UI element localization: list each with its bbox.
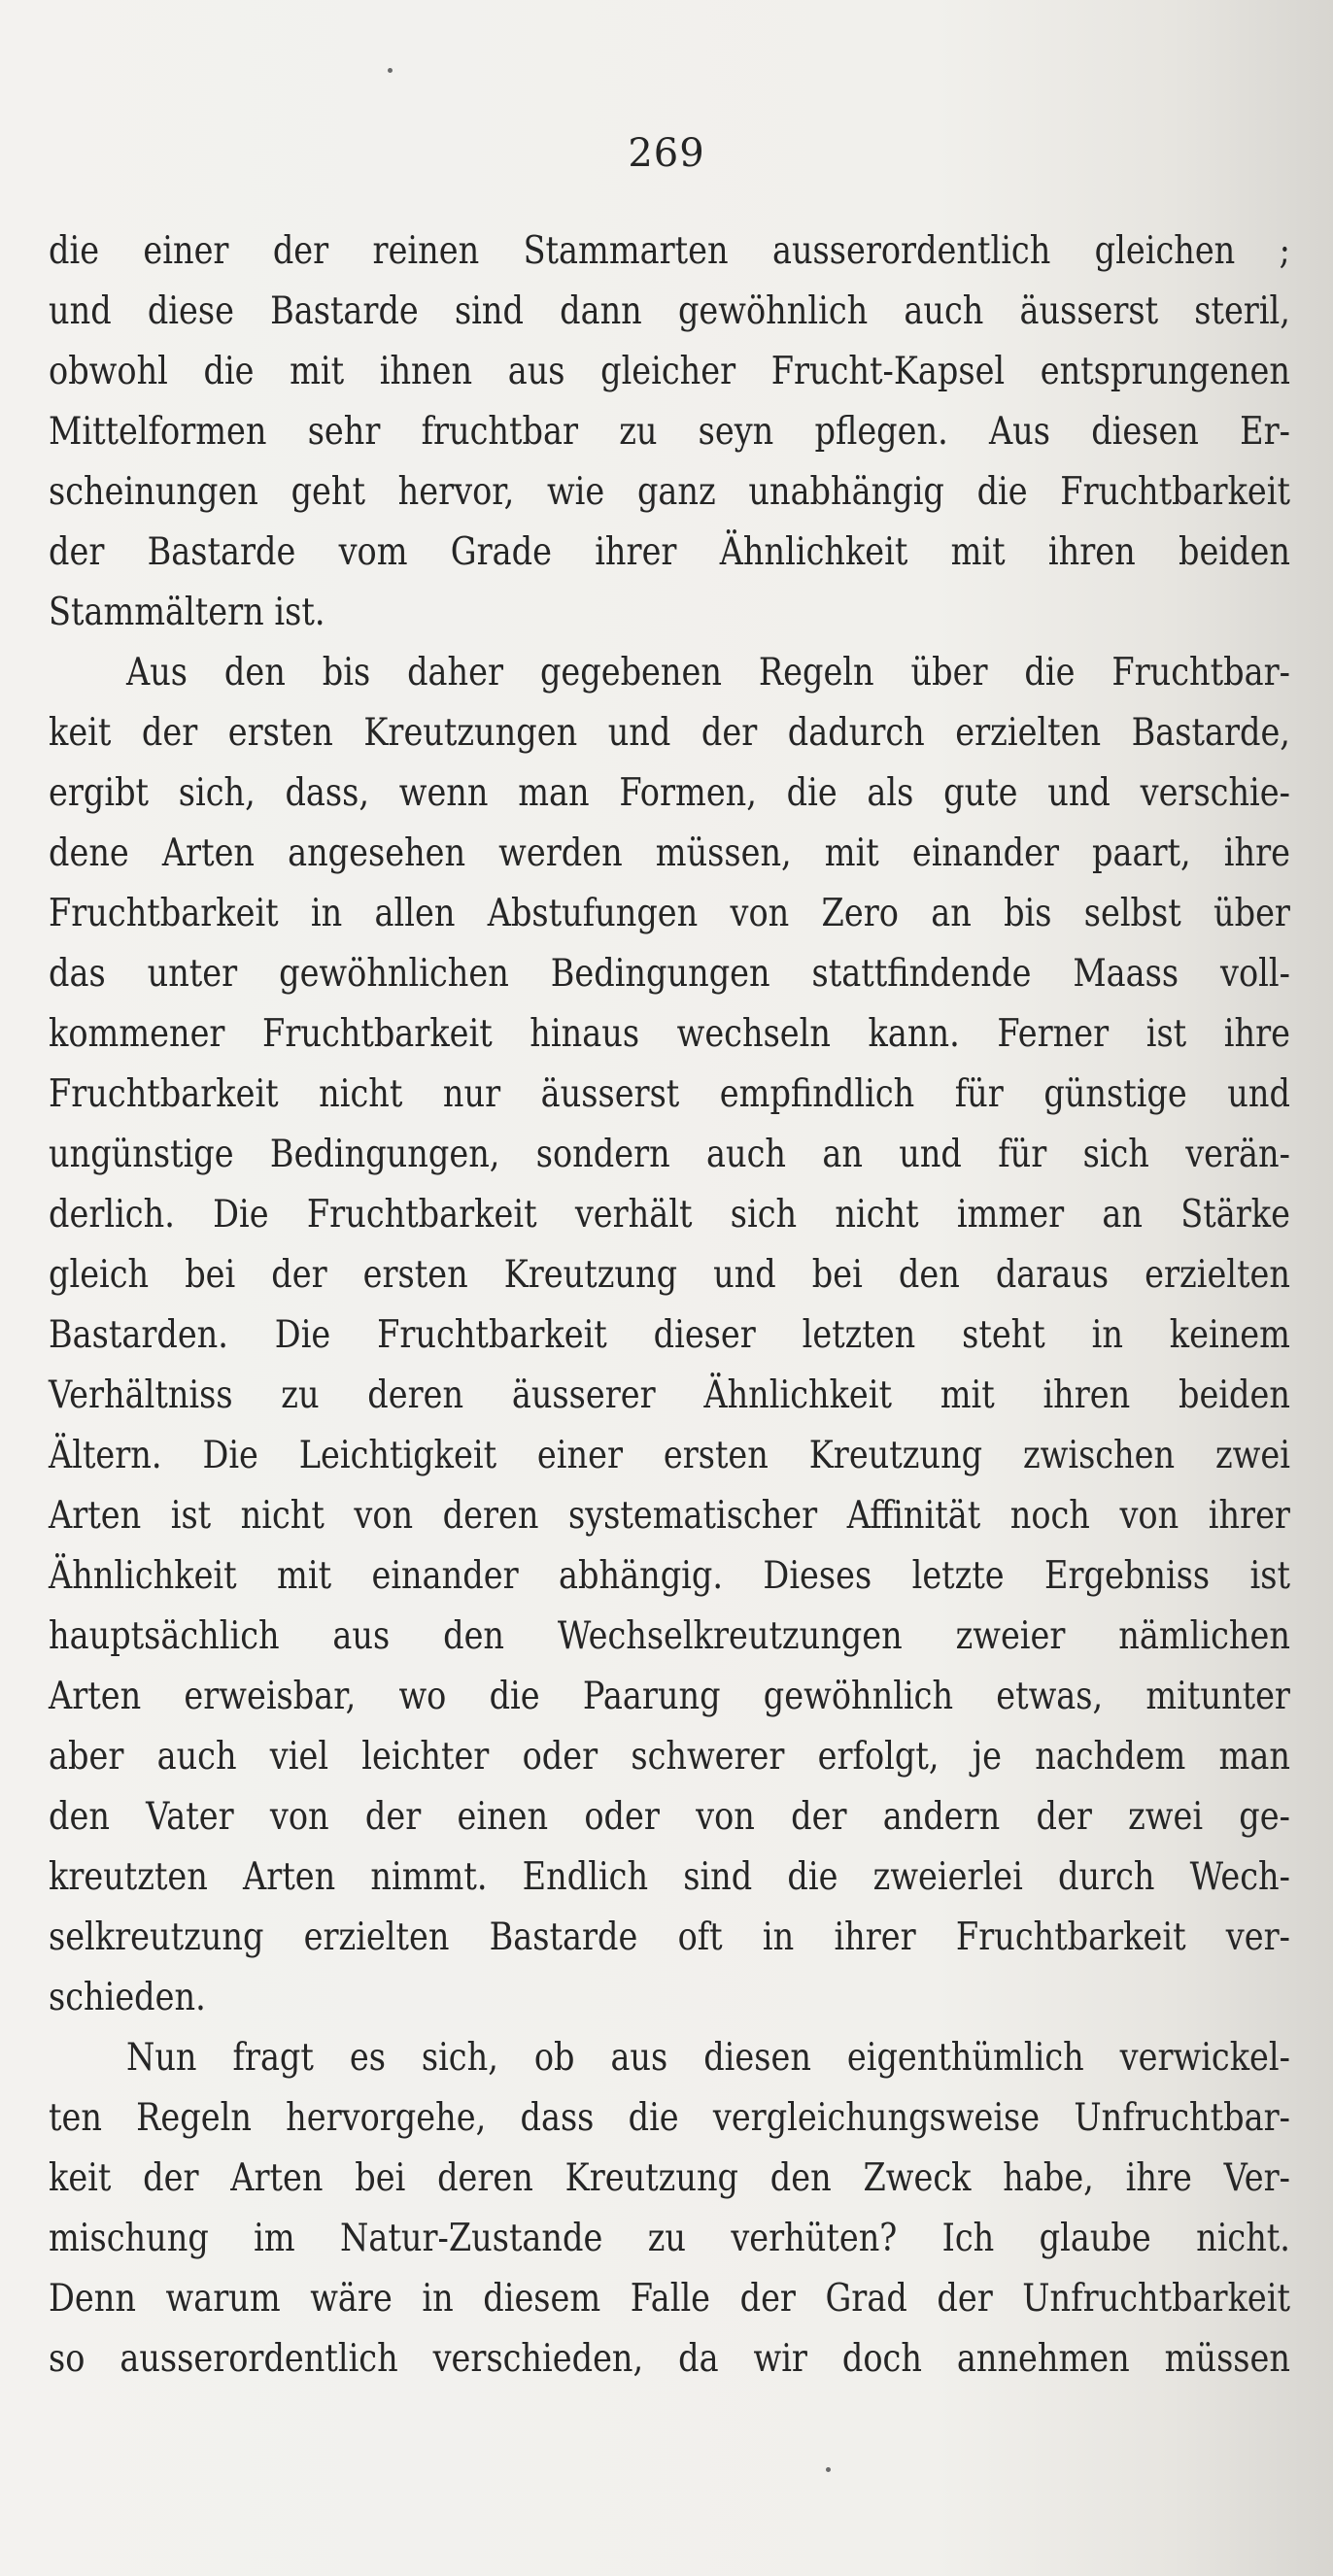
text-line: dene Arten angesehen werden müssen, mit einander paart, ihre xyxy=(49,831,1290,875)
text-line: Verhältniss zu deren äusserer Ähnlichkeit mit ihren beiden xyxy=(49,1373,1290,1417)
text-line: Arten ist nicht von deren systematischer Affinität noch von ihrer xyxy=(49,1494,1290,1538)
text-line: ungünstige Bedingungen, sondern auch an und für sich verän- xyxy=(49,1133,1290,1176)
text-line: hauptsächlich aus den Wechselkreutzungen zweier nämlichen xyxy=(49,1614,1290,1658)
text-line: ten Regeln hervorgehe, dass die vergleichungsweise Unfruchtbar- xyxy=(49,2096,1290,2140)
paper-speck-bottom xyxy=(826,2467,831,2472)
text-line: den Vater von der einen oder von der andern der zwei ge- xyxy=(49,1795,1290,1839)
text-line: Nun fragt es sich, ob aus diesen eigenthümlich verwickel- xyxy=(125,2036,1290,2080)
text-line: kommener Fruchtbarkeit hinaus wechseln kann. Ferner ist ihre xyxy=(49,1012,1290,1056)
text-line: so ausserordentlich verschieden, da wir doch annehmen müssen xyxy=(49,2337,1290,2381)
text-line: Ähnlichkeit mit einander abhängig. Dieses letzte Ergebniss ist xyxy=(49,1554,1290,1598)
text-line: Stammältern ist. xyxy=(49,591,325,634)
text-line: aber auch viel leichter oder schwerer erfolgt, je nachdem man xyxy=(49,1735,1290,1779)
text-line: Denn warum wäre in diesem Falle der Grad der Unfruchtbarkeit xyxy=(49,2277,1290,2321)
text-line: Arten erweisbar, wo die Paarung gewöhnlich etwas, mitunter xyxy=(49,1675,1290,1718)
text-line: keit der Arten bei deren Kreutzung den Zweck habe, ihre Ver- xyxy=(49,2156,1290,2200)
text-line: Mittelformen sehr fruchtbar zu seyn pflegen. Aus diesen Er- xyxy=(49,410,1290,454)
text-line: scheinungen geht hervor, wie ganz unabhängig die Fruchtbarkeit xyxy=(49,470,1290,514)
text-line: mischung im Natur-Zustande zu verhüten? Ich glaube nicht. xyxy=(49,2217,1290,2260)
paper-speck-top xyxy=(388,68,393,73)
text-line: das unter gewöhnlichen Bedingungen stattfindende Maass voll- xyxy=(49,952,1290,996)
text-line: Fruchtbarkeit in allen Abstufungen von Zero an bis selbst über xyxy=(49,892,1290,935)
text-line: der Bastarde vom Grade ihrer Ähnlichkeit mit ihren beiden xyxy=(49,530,1290,574)
page-number: 269 xyxy=(628,131,705,176)
text-line: selkreutzung erzielten Bastarde oft in ihrer Fruchtbarkeit ver- xyxy=(49,1915,1290,1959)
body-text xyxy=(49,221,1290,2390)
text-line: gleich bei der ersten Kreutzung und bei den daraus erzielten xyxy=(49,1253,1290,1297)
text-line: kreutzten Arten nimmt. Endlich sind die zweierlei durch Wech- xyxy=(49,1855,1290,1899)
text-line: Fruchtbarkeit nicht nur äusserst empfindlich für günstige und xyxy=(49,1072,1290,1116)
text-line: derlich. Die Fruchtbarkeit verhält sich nicht immer an Stärke xyxy=(49,1193,1290,1237)
text-line: keit der ersten Kreutzungen und der dadurch erzielten Bastarde, xyxy=(49,711,1290,755)
text-line: schieden. xyxy=(49,1976,206,2019)
text-line: die einer der reinen Stammarten ausserordentlich gleichen ; xyxy=(49,229,1290,273)
text-line: und diese Bastarde sind dann gewöhnlich auch äusserst steril, xyxy=(49,289,1290,333)
text-line: obwohl die mit ihnen aus gleicher Frucht-Kapsel entsprungenen xyxy=(49,350,1290,393)
text-line: Bastarden. Die Fruchtbarkeit dieser letzten steht in keinem xyxy=(49,1313,1290,1357)
text-line: Ältern. Die Leichtigkeit einer ersten Kreutzung zwischen zwei xyxy=(49,1434,1290,1477)
text-line: ergibt sich, dass, wenn man Formen, die als gute und verschie- xyxy=(49,771,1290,815)
text-line: Aus den bis daher gegebenen Regeln über die Fruchtbar- xyxy=(125,651,1290,695)
